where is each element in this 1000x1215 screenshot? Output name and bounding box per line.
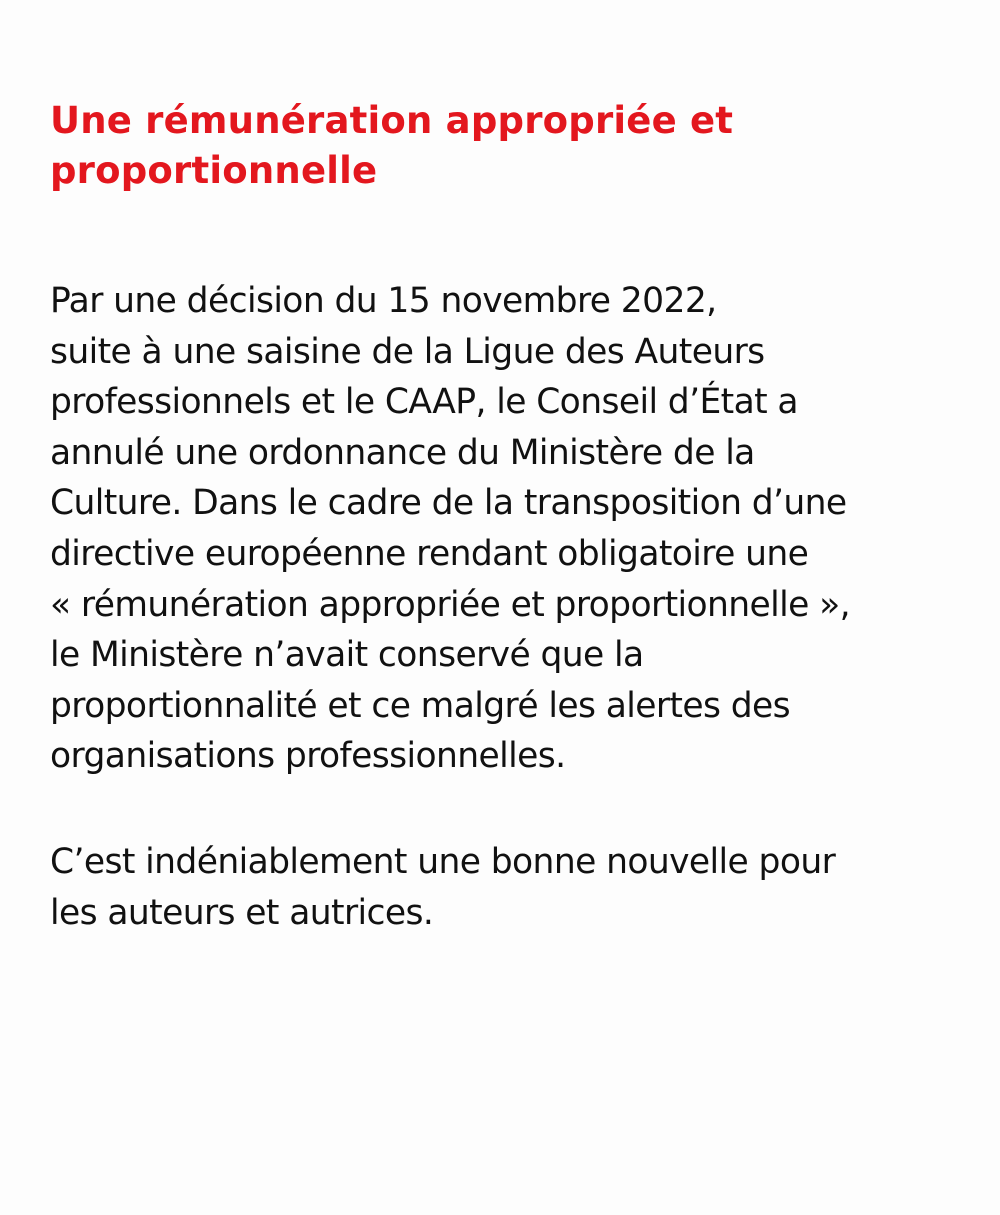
paragraph-line: Par une décision du 15 novembre 2022, [50,281,717,321]
paragraph-line: directive européenne rendant obligatoire une [50,533,809,574]
paragraph-line: C’est indéniablement une bonne nouvelle pour [50,842,836,882]
paragraph-line: le Ministère n’avait conservé que la [50,635,644,676]
paragraph-line: organisations professionnelles. [50,736,566,777]
paragraph-line: proportionnalité et ce malgré les alertes des [50,685,791,726]
conclusion-paragraph [50,837,970,938]
page-title [50,96,950,196]
title-line: proportionnelle [50,149,378,192]
paragraph-line: professionnels et le CAAP, le Conseil d’État a [50,382,798,423]
paragraph-line: « rémunération appropriée et proportionnelle », [50,584,850,625]
paragraph-line: annulé une ordonnance du Ministère de la [50,432,755,473]
paragraph-line: suite à une saisine de la Ligue des Auteurs [50,331,765,372]
paragraph-line: Culture. Dans le cadre de la transposition d’une [50,483,847,524]
body-paragraph [50,276,970,782]
title-line: Une rémunération appropriée et [50,99,734,142]
paragraph-line: les auteurs et autrices. [50,892,434,933]
